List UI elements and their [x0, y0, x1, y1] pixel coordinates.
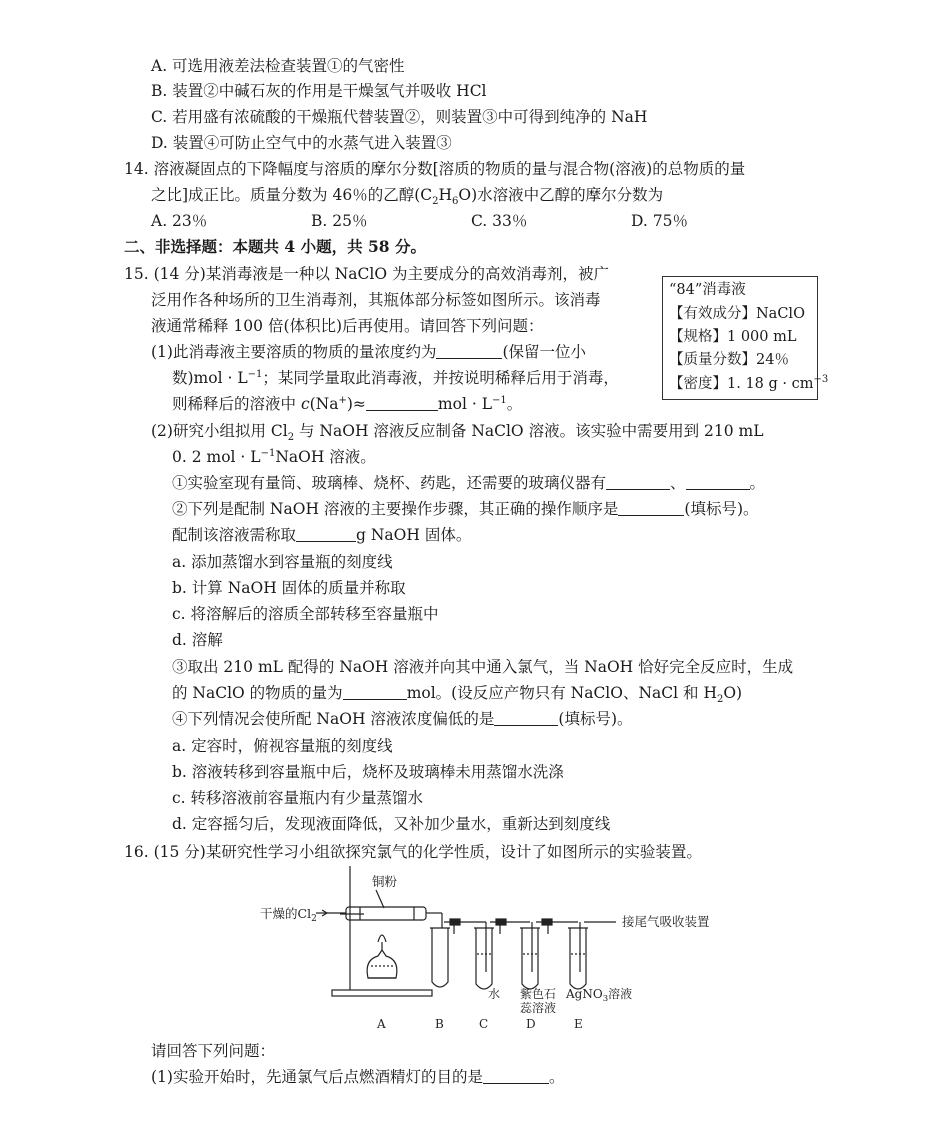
letter-e: E [574, 1017, 583, 1031]
letter-b: B [435, 1017, 444, 1031]
label-copper-powder: 铜粉 [372, 874, 398, 889]
q15-sub4-option-c: c. 转移溶液前容量瓶内有少量蒸馏水 [172, 789, 424, 807]
section-2-heading: 二、非选择题：本题共 4 小题，共 58 分。 [124, 237, 426, 256]
letter-d: D [526, 1017, 536, 1031]
q16-ask: 请回答下列问题： [151, 1042, 276, 1060]
q14-option-b: B. 25％ [311, 212, 368, 230]
letter-a: A [377, 1017, 386, 1031]
q13-option-c: C. 若用盛有浓硫酸的干燥瓶代替装置②，则装置③中可得到纯净的 NaH [151, 108, 648, 126]
label-volume: 【规格】1 000 mL [669, 329, 797, 345]
q14-option-d: D. 75％ [631, 212, 688, 230]
q13-option-b: B. 装置②中碱石灰的作用是干燥氢气并吸收 HCl [151, 82, 487, 100]
q15-sub4-option-a: a. 定容时，俯视容量瓶的刻度线 [172, 737, 393, 755]
label-dry-cl2: 干燥的$Cl_2$ [260, 906, 317, 924]
label-density: 【密度】1. 18 $g \cdot cm^{-3}$ [669, 374, 829, 392]
bottle-label-box [662, 276, 829, 400]
answer-blank[interactable] [606, 473, 670, 490]
q15-part2-line1: (2)研究小组拟用 $Cl_2$ 与 NaOH 溶液反应制备 NaClO 溶液。该实验中需要用到 210 mL [151, 422, 764, 444]
label-title: “84”消毒液 [669, 282, 746, 298]
q15-sub1: ①实验室现有量筒、玻璃棒、烧杯、药匙，还需要的玻璃仪器有 、 。 [172, 474, 766, 492]
q15-intro-line1: 15. (14 分)某消毒液是一种以 NaClO 为主要成分的高效消毒剂，被广 [124, 265, 610, 283]
q15-step-d: d. 溶解 [172, 631, 223, 649]
label-litmus-2: 蕊溶液 [520, 1001, 557, 1015]
q16-part1: (1)实验开始时，先通氯气后点燃酒精灯的目的是 。 [151, 1068, 565, 1086]
label-active-ingredient: 【有效成分】NaClO [669, 306, 805, 322]
q15-part1-line1: (1)此消毒液主要溶质的物质的量浓度约为 (保留一位小 [151, 343, 587, 361]
q13-option-d: D. 装置④可防止空气中的水蒸气进入装置③ [151, 134, 452, 152]
q15-sub4: ④下列情况会使所配 NaOH 溶液浓度偏低的是 (填标号)。 [172, 710, 633, 728]
q15-sub3-line2: 的 NaClO 的物质的量为 mol。(设反应产物只有 NaClO、NaCl 和 $H_2O$) [172, 684, 743, 706]
q15-part2-line2: 0. 2 mol · $L^{-1}NaOH$ 溶液。 [172, 447, 376, 466]
q15-sub2-line1: ②下列是配制 NaOH 溶液的主要操作步骤，其正确的操作顺序是 (填标号)。 [172, 500, 759, 518]
label-water: 水 [488, 987, 501, 1001]
answer-blank[interactable] [686, 473, 750, 490]
q15-part1-line2: 数)$mol \cdot L^{-1}$；某同学量取此消毒液，并按说明稀释后用于消毒， [172, 368, 619, 387]
q13-option-a: A. 可选用液差法检查装置①的气密性 [151, 57, 405, 75]
answer-blank[interactable] [343, 683, 407, 700]
q15-intro-line2: 泛用作各种场所的卫生消毒剂，其瓶体部分标签如图所示。该消毒 [151, 291, 601, 309]
answer-blank[interactable] [366, 394, 438, 411]
answer-blank[interactable] [618, 499, 684, 516]
q15-sub4-option-b: b. 溶液转移到容量瓶中后，烧杯及玻璃棒未用蒸馏水洗涤 [172, 763, 564, 781]
apparatus-diagram [250, 862, 730, 1034]
label-agno3: AgNO$_3$溶液 [566, 987, 633, 1004]
q14-stem-line1: 14. 溶液凝固点的下降幅度与溶质的摩尔分数[溶质的物质的量与混合物(溶液)的总物质的量 [124, 160, 746, 178]
q14-stem-line2: 之比]成正比。质量分数为 46％的乙醇$(C_2H_6O)$水溶液中乙醇的摩尔分数为 [151, 186, 664, 208]
answer-blank[interactable] [494, 709, 558, 726]
answer-blank[interactable] [296, 525, 356, 542]
answer-blank[interactable] [483, 1067, 549, 1084]
q15-part1-line3: 则稀释后的溶液中 c(Na+)≈ mol · $L^{-1}$。 [172, 394, 523, 413]
q15-sub4-option-d: d. 定容摇匀后，发现液面降低，又补加少量水，重新达到刻度线 [172, 815, 611, 833]
q14-option-a: A. 23％ [151, 212, 208, 230]
letter-c: C [479, 1017, 489, 1031]
answer-blank[interactable] [436, 342, 502, 359]
q14-option-c: C. 33％ [471, 212, 528, 230]
q16-intro: 16. (15 分)某研究性学习小组欲探究氯气的化学性质，设计了如图所示的实验装置。 [124, 843, 702, 861]
q15-step-c: c. 将溶解后的溶质全部转移至容量瓶中 [172, 605, 439, 623]
q15-intro-line3: 液通常稀释 100 倍(体积比)后再使用。请回答下列问题： [151, 317, 544, 335]
label-litmus-1: 紫色石 [520, 987, 557, 1001]
label-tail-gas: 接尾气吸收装置 [622, 914, 710, 929]
q15-sub2-line2: 配制该溶液需称取 g NaOH 固体。 [172, 526, 472, 544]
q15-step-a: a. 添加蒸馏水到容量瓶的刻度线 [172, 553, 393, 571]
q15-step-b: b. 计算 NaOH 固体的质量并称取 [172, 579, 406, 597]
q15-sub3-line1: ③取出 210 mL 配得的 NaOH 溶液并向其中通入氯气，当 NaOH 恰好完全反应时，生成 [172, 658, 794, 676]
label-mass-fraction: 【质量分数】24％ [669, 352, 789, 368]
